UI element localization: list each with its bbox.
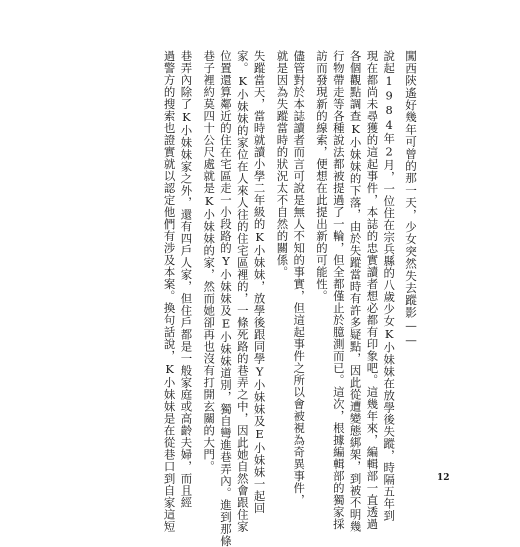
body-text-line: 現在都尚未尋獲的這起事件，本誌的忠實讀者想必都有印象吧。這幾年來，編輯部一直透過 (365, 50, 380, 530)
body-text-line: 家。K小妹妹的家位在人來人往的住宅區裡的，一條死路的巷弄之中，因此她自然會跟住家 (235, 50, 250, 533)
body-text-line: 各個觀點調查K小妹妹的下落，由於失蹤當時有許多疑點，因此從遭變態綁架，到被不明幾 (348, 50, 363, 533)
body-text-line: 就是因為失蹤當時的狀況太不自然的關係。 (275, 50, 290, 278)
body-text-line: 失蹤當天，當時就讀小學二年級的K小妹妹，放學後跟同學Y小妹妹及E小妹妹一起回 (252, 50, 267, 514)
body-text-line: 訪而發現新的線索，便想在此提出新的可能性。 (315, 50, 329, 302)
body-text-line: 儘管對於本誌讀者而言可說是無人不知的事實，但這起事件之所以會被視為奇異事件， (292, 50, 307, 506)
body-text-line: 行物帶走等各種說法都被提過了一輪，但全都僅止於臆測而已。這次，根據編輯部的獨家採 (331, 50, 346, 530)
body-text-line: 位置還算鄰近的住在宅區走一小段路的Y小妹妹及E小妹妹道別，獨自彎進巷弄內。進到那條 (219, 50, 233, 547)
body-text-line: 巷子裡約莫四十公尺處就是K小妹妹的家，然而她卻再也沒有打開玄關的大門。 (202, 50, 217, 473)
body-text-line: 說起1984年2月，一位住在宗兵縣的八歲少女K小妹妹在放學後失蹤，時隔五年到 (382, 50, 397, 522)
page-number: 12 (437, 473, 450, 483)
body-text-line: 巷弄內除了K小妹妹家之外，還有四戶人家，但住戶都是一般家庭或高齡夫婦，而且經 (179, 50, 194, 509)
chapter-title: 闖西陝遙好幾年可曾的那一天，少女突然失去蹤影—— (404, 50, 418, 348)
body-text-line: 過警方的搜索也證實就以認定他們有涉及本案。換句話說，K小妹妹是在從巷口到自家這短 (162, 50, 177, 533)
